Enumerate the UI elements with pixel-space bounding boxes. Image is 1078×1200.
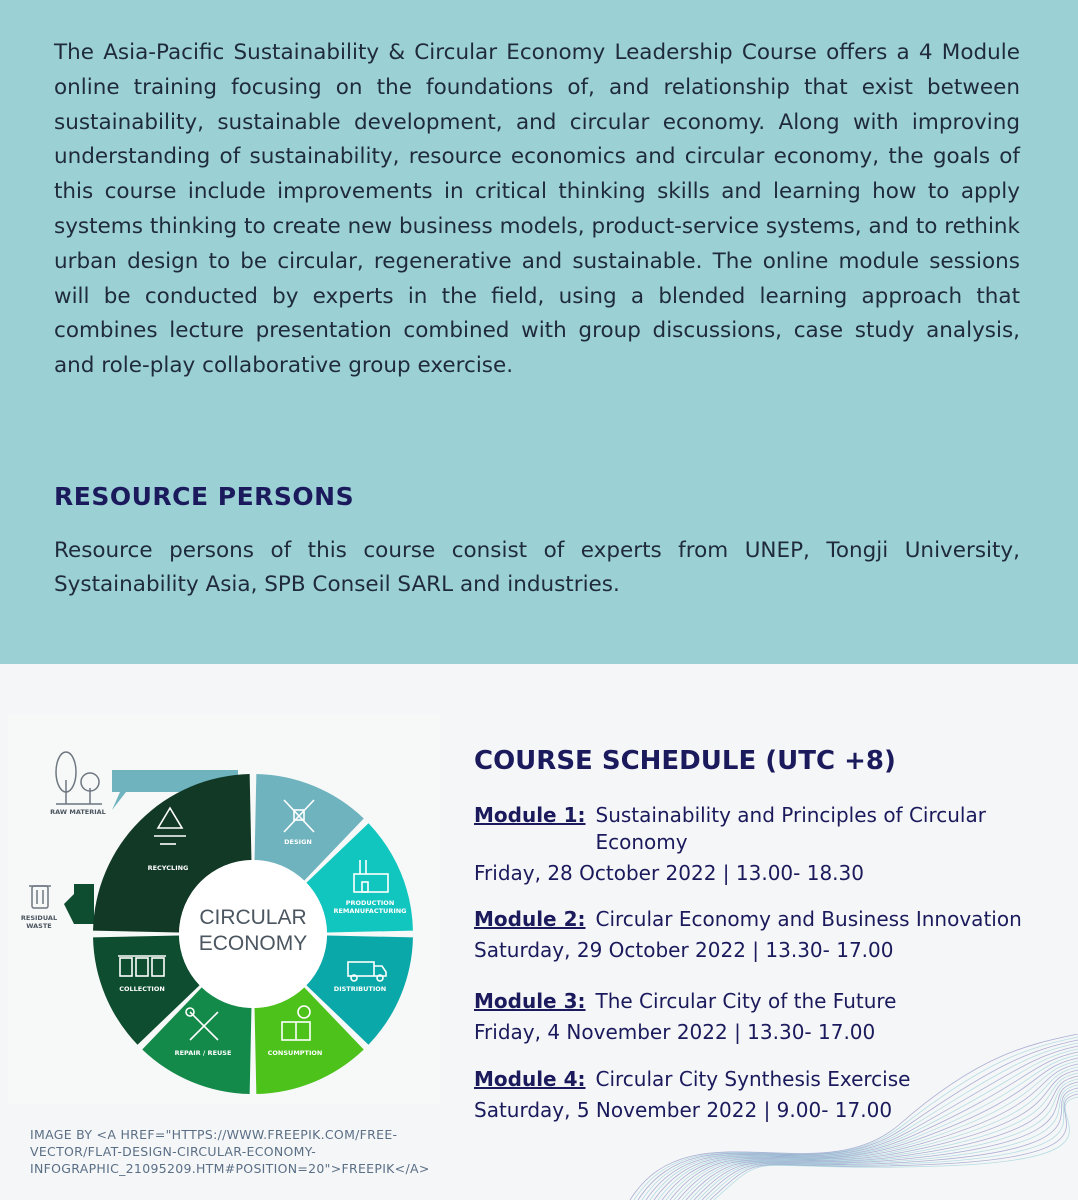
segment-label-recycling: RECYCLING (147, 864, 189, 872)
segment-label-design: DESIGN (284, 838, 312, 846)
module-4-date: Saturday, 5 November 2022 | 9.00- 17.00 (474, 1098, 893, 1122)
circular-economy-diagram (8, 714, 440, 1104)
decorative-waves (600, 1034, 1078, 1200)
module-1 (474, 802, 1064, 888)
module-4-label: Module 4: (474, 1067, 586, 1091)
wave-line (702, 1088, 1078, 1200)
module-1-label: Module 1: (474, 803, 586, 827)
module-1-name: Sustainability and Principles of Circular Economy (595, 803, 986, 854)
segment-label-consumption: CONSUMPTION (267, 1049, 323, 1057)
residual-waste-label-1: RESIDUAL (20, 914, 58, 922)
wave-line (694, 1082, 1078, 1200)
center-label-2: ECONOMY (198, 932, 308, 955)
segment-label-collection: COLLECTION (119, 985, 165, 993)
module-1-date: Friday, 28 October 2022 | 13.00- 18.30 (474, 861, 864, 885)
module-2 (474, 906, 1064, 965)
segment-label-production-1: PRODUCTION (345, 899, 395, 907)
wave-line (630, 1034, 1078, 1200)
center-label-1: CIRCULAR (199, 906, 307, 929)
module-2-date: Saturday, 29 October 2022 | 13.30- 17.00 (474, 938, 894, 962)
module-4-name: Circular City Synthesis Exercise (595, 1067, 911, 1091)
module-3-label: Module 3: (474, 989, 586, 1013)
module-3-date: Friday, 4 November 2022 | 13.30- 17.00 (474, 1020, 876, 1044)
image-credit: IMAGE BY <A HREF="HTTPS://WWW.FREEPIK.COM/FREE-VECTOR/FLAT-DESIGN-CIRCULAR-ECONOMY-INFOGRAPHIC_21095209.HTM#POSITION=20">FREEPIK</A> (30, 1127, 430, 1176)
module-2-label: Module 2: (474, 907, 586, 931)
wave-line (678, 1070, 1078, 1200)
circular-economy-infographic (8, 714, 440, 1104)
module-3-name: The Circular City of the Future (595, 989, 897, 1013)
resource-persons-text: Resource persons of this course consist of experts from UNEP, Tongji University, Systainability Asia, SPB Conseil SARL and industries. (54, 538, 1020, 597)
segment-label-distribution: DISTRIBUTION (333, 985, 387, 993)
module-2-name: Circular Economy and Business Innovation (595, 907, 1022, 931)
intro-paragraph: The Asia-Pacific Sustainability & Circular Economy Leadership Course offers a 4 Module online training focusing on the foundations of, and relationship that exist between sustainability, sustainable development, and circular economy. Along with improving understanding of sustainability, resource economics and circular economy, the goals of this course include improvements in critical thinking skills and learning how to apply systems thinking to create new business models, product-service systems, and to rethink urban design to be circular, regenerative and sustainable. The online module sessions will be conducted by experts in the field, using a blended learning approach that combines lecture presentation combined with group discussions, case study analysis, and role-play collaborative group exercise. (54, 40, 1020, 379)
wave-line (682, 1073, 1078, 1200)
wave-line (666, 1061, 1078, 1200)
resource-persons-heading: RESOURCE PERSONS (54, 482, 355, 511)
wave-line (670, 1064, 1078, 1200)
trees-icon (56, 752, 102, 804)
segment-label-production-2: REMANUFACTURING (333, 907, 407, 915)
schedule-title: COURSE SCHEDULE (UTC +8) (474, 746, 896, 776)
schedule-section (0, 664, 1078, 1200)
raw-material-label: RAW MATERIAL (50, 808, 106, 816)
residual-waste-label-2: WASTE (26, 922, 52, 930)
residual-waste-arrow (64, 884, 94, 924)
segment-label-repair: REPAIR / REUSE (174, 1049, 232, 1057)
trash-can-icon (29, 886, 51, 908)
